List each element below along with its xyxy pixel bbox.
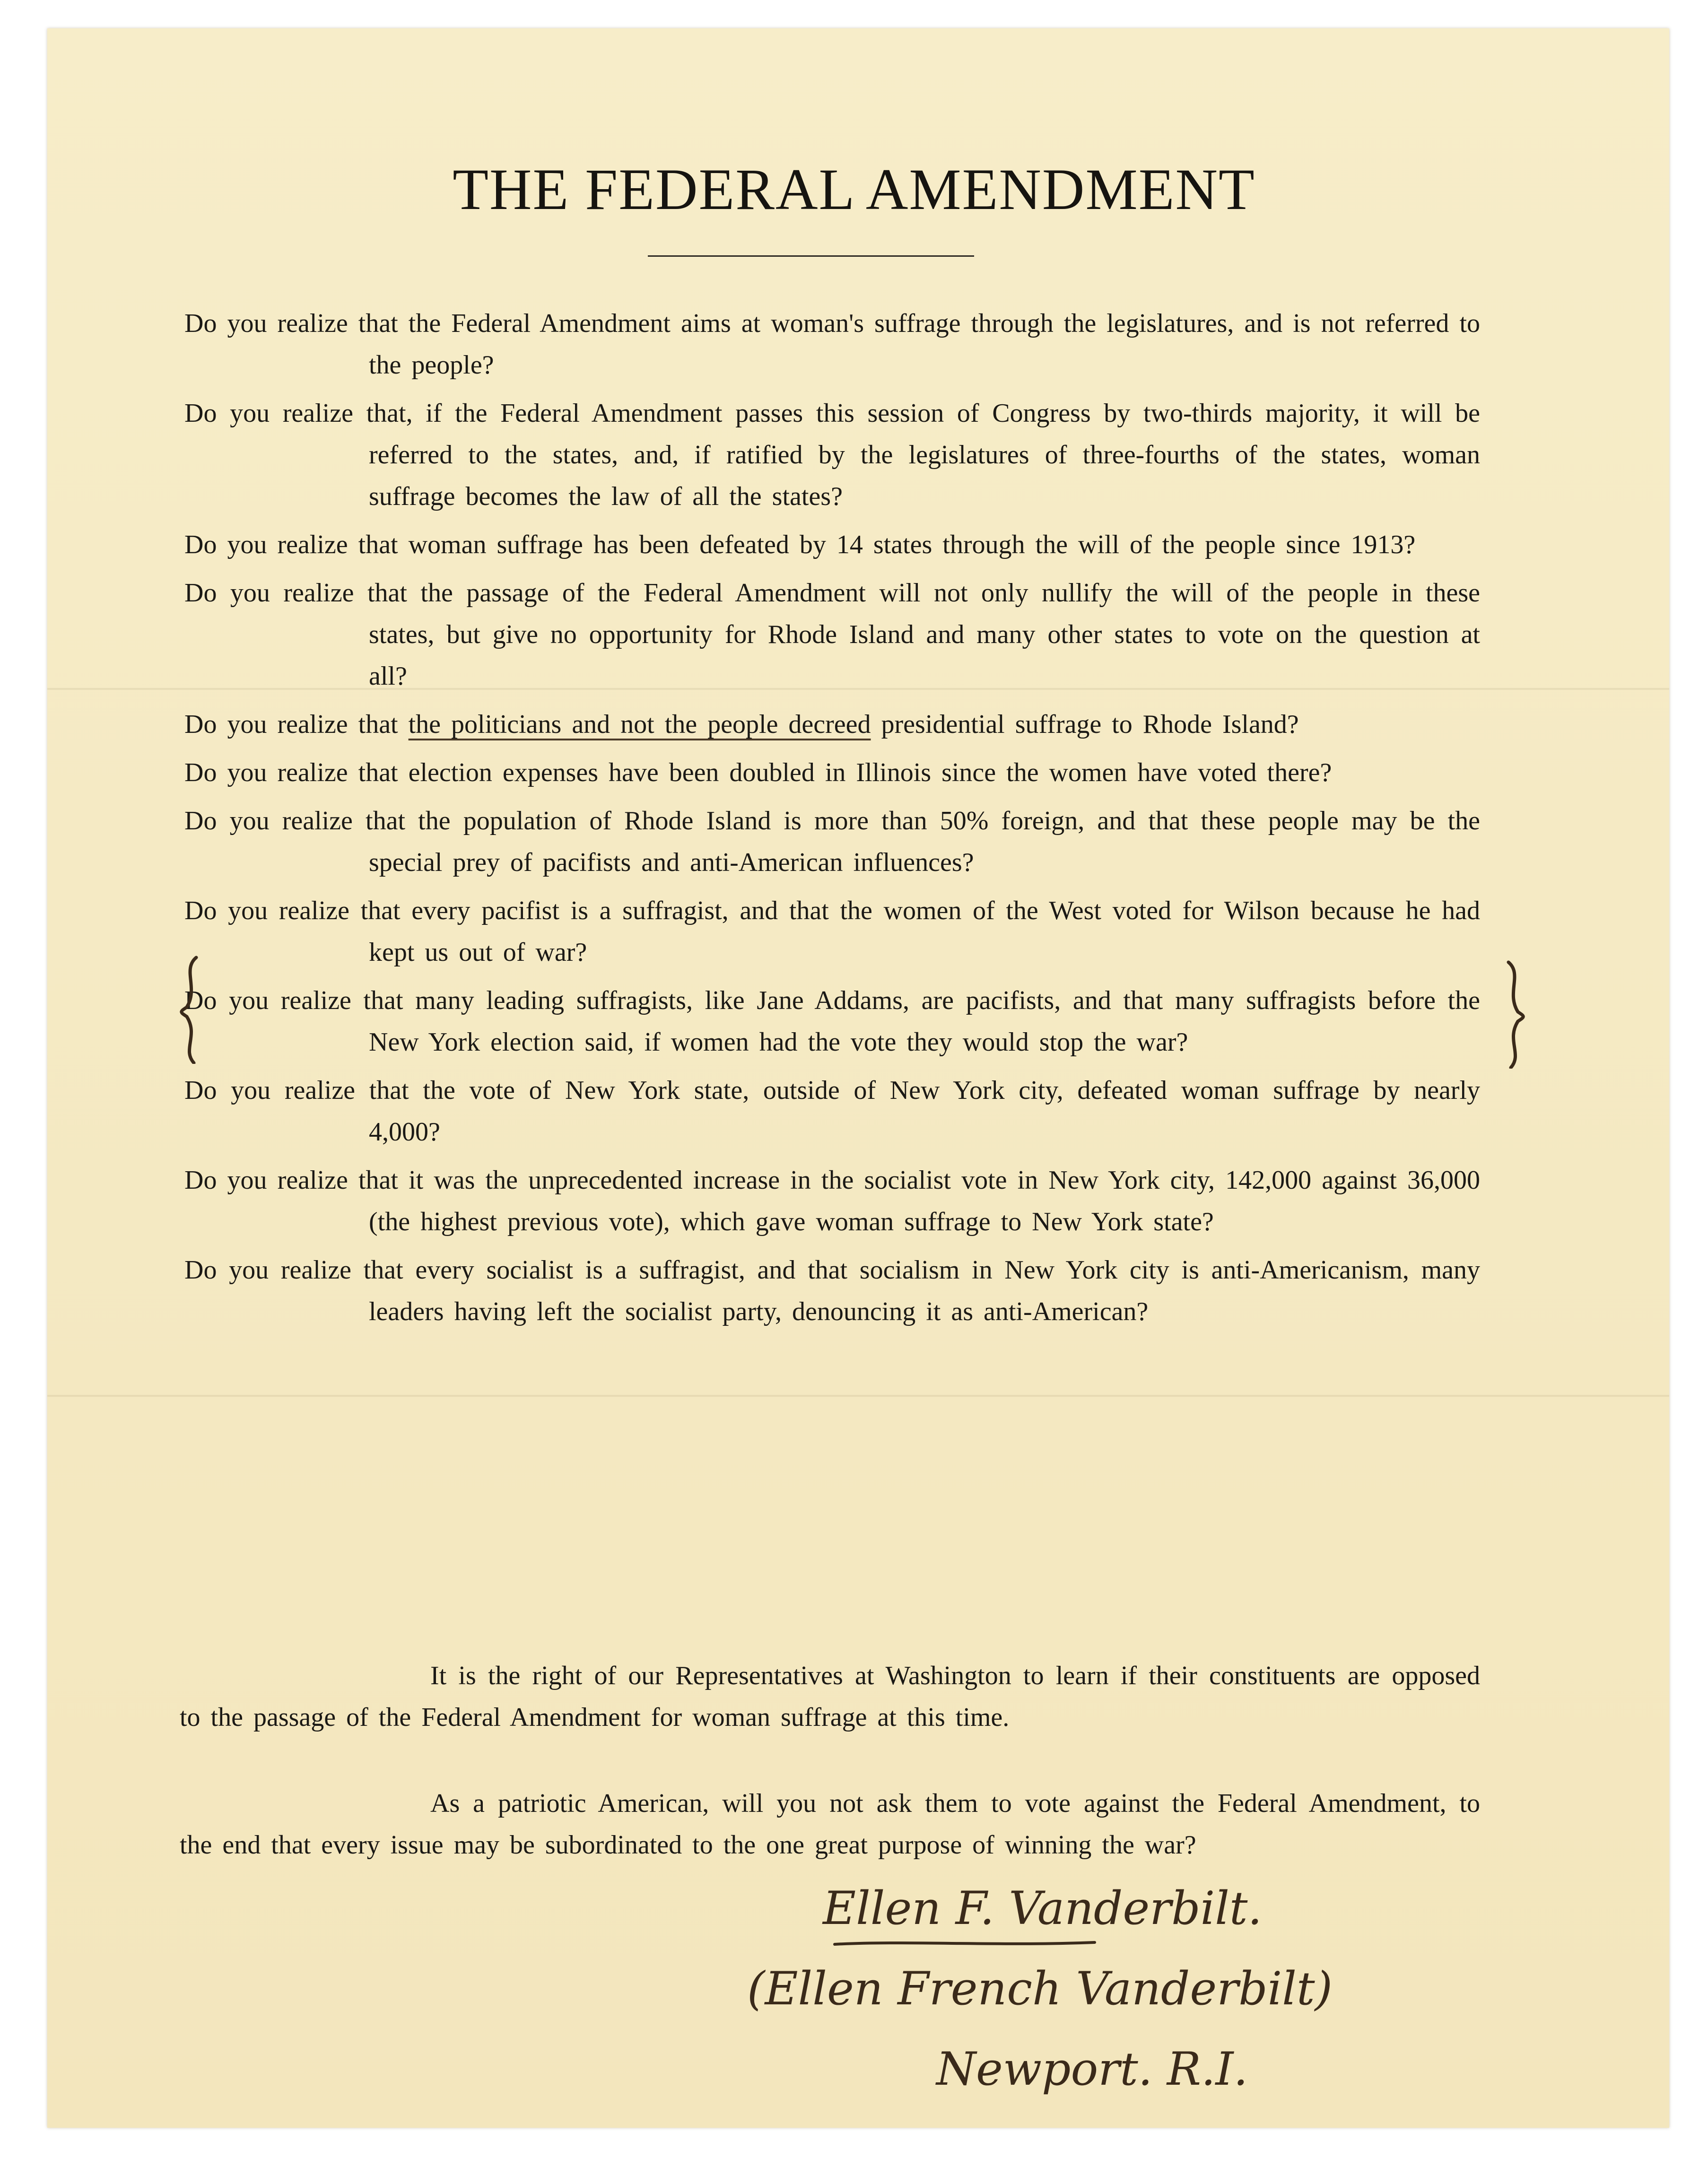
left-brace-mark [175, 955, 203, 1064]
question-item: Do you realize that the passage of the Federal Amendment will not only nullify the will of the people in these states, but give no opportunity for Rhode Island and many other states to vote on the question at all? [184, 578, 1480, 691]
title-divider [648, 255, 974, 257]
question-item: Do you realize that every pacifist is a suffragist, and that the women of the West voted for Wilson because he had kept us out of war? [184, 896, 1480, 967]
question-item: Do you realize that every socialist is a suffragist, and that socialism in New York city is anti-Americanism, many leaders having left the socialist party, denouncing it as anti-American? [184, 1255, 1480, 1326]
question-item-bracketed: Do you realize that the population of Rhode Island is more than 50% foreign, and that these people may be the special prey of pacifists and anti-American influences? [184, 806, 1480, 877]
signature-place: Newport. R.I. [936, 2043, 1248, 2096]
question-list [184, 303, 1480, 1339]
underlined-phrase: the politicians and not the people decreed [408, 710, 871, 739]
page-title: THE FEDERAL AMENDMENT [453, 157, 1255, 222]
handwritten-signature [738, 1882, 1494, 2166]
question-item: Do you realize that woman suffrage has been defeated by 14 states through the will of the people since 1913? [184, 530, 1416, 559]
question-item: Do you realize that the Federal Amendment aims at woman's suffrage through the legislatures, and is not referred to the people? [184, 309, 1480, 380]
question-item: Do you realize that many leading suffragists, like Jane Addams, are pacifists, and that many suffragists before the New York election said, if women had the vote they would stop the war? [184, 986, 1480, 1057]
question-text-before: Do you realize that [184, 710, 409, 739]
right-brace-mark [1501, 960, 1530, 1069]
fold-crease [47, 1395, 1669, 1397]
signature-alias: (Ellen French Vanderbilt) [747, 1962, 1333, 2015]
signature-name: Ellen F. Vanderbilt. [823, 1882, 1263, 1935]
question-item-underlined [184, 704, 1480, 745]
closing-paragraph: It is the right of our Representatives at Washington to learn if their constituents are opposed to the passage of the Federal Amendment for woman suffrage at this time. [180, 1661, 1480, 1732]
question-item: Do you realize that the vote of New York state, outside of New York city, defeated woman suffrage by nearly 4,000? [184, 1076, 1480, 1147]
signature-underline [832, 1939, 1097, 1948]
question-text-after: presidential suffrage to Rhode Island? [871, 710, 1299, 739]
question-item: Do you realize that it was the unprecedented increase in the socialist vote in New York city, 142,000 against 36,000 (the highest previous vote), which gave woman suffrage to New York state? [184, 1166, 1480, 1236]
question-item: Do you realize that election expenses have been doubled in Illinois since the women have voted there? [184, 758, 1332, 787]
question-item: Do you realize that, if the Federal Amendment passes this session of Congress by two-thirds majority, it will be referred to the states, and, if ratified by the legislatures of three-fourths of the states, woman suffrage becomes the law of all the states? [184, 399, 1480, 511]
closing-paragraph: As a patriotic American, will you not ask them to vote against the Federal Amendment, to the end that every issue may be subordinated to the one great purpose of winning the war? [180, 1789, 1480, 1860]
